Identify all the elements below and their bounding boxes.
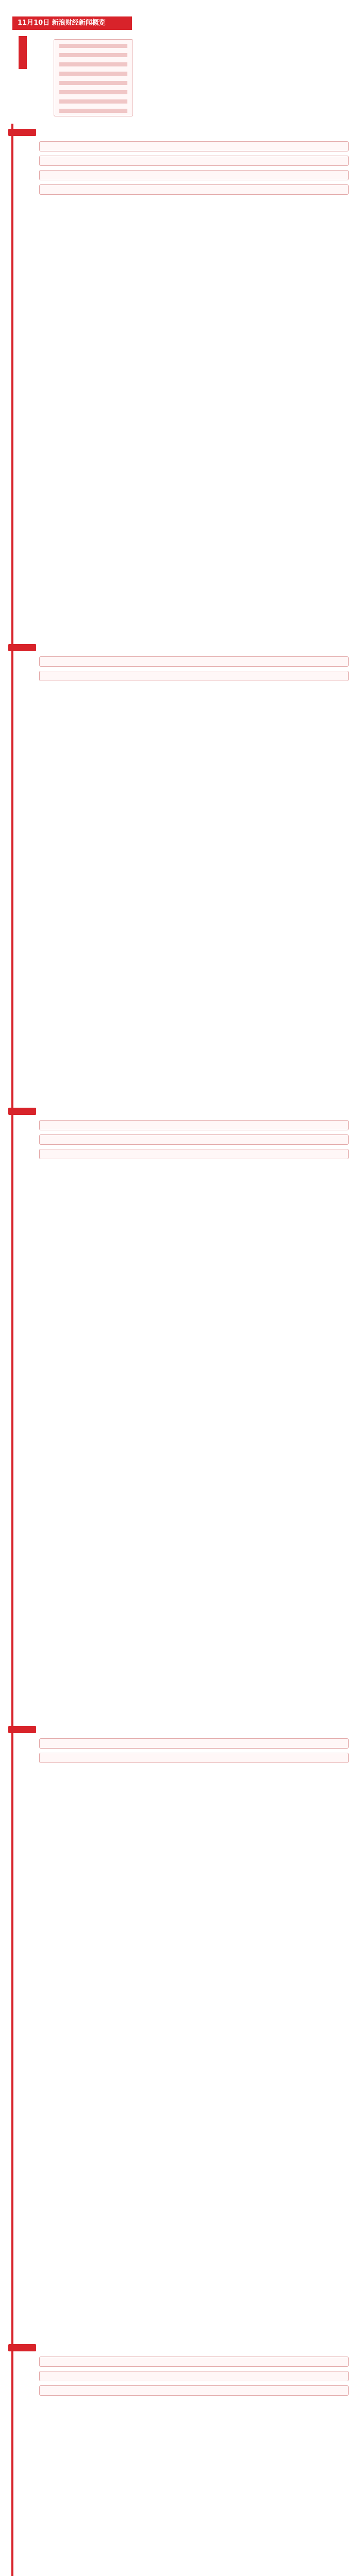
news-entry (39, 1738, 349, 1749)
summary-row (59, 72, 127, 76)
news-entry (39, 2385, 349, 2396)
section-header (8, 2344, 36, 2351)
news-entry (39, 2371, 349, 2381)
topic-section (8, 129, 127, 222)
news-entry (39, 656, 349, 667)
timeline-spine (11, 124, 13, 2576)
summary-row (59, 53, 127, 57)
section-header (8, 129, 36, 136)
news-entry (39, 1120, 349, 1130)
summary-row (59, 109, 127, 113)
topic-section (8, 2344, 127, 2437)
news-entry (39, 141, 349, 151)
section-header (8, 644, 36, 651)
news-entry (39, 170, 349, 180)
news-entry (39, 2357, 349, 2367)
summary-box (54, 39, 133, 116)
topic-section (8, 644, 127, 737)
news-entry (39, 1134, 349, 1145)
news-entry (39, 1753, 349, 1763)
news-entry (39, 184, 349, 195)
topic-section (8, 1108, 127, 1200)
news-entry (39, 156, 349, 166)
summary-row (59, 90, 127, 94)
summary-row (59, 81, 127, 85)
section-header (8, 1726, 36, 1733)
summary-row (59, 62, 127, 66)
summary-row (59, 44, 127, 48)
news-entry (39, 671, 349, 681)
page-title: 11月10日 新浪财经新闻概览 (12, 16, 132, 30)
news-entry (39, 1149, 349, 1159)
summary-row (59, 99, 127, 104)
section-header (8, 1108, 36, 1115)
topic-section (8, 1726, 127, 1819)
summary-label (19, 36, 27, 69)
